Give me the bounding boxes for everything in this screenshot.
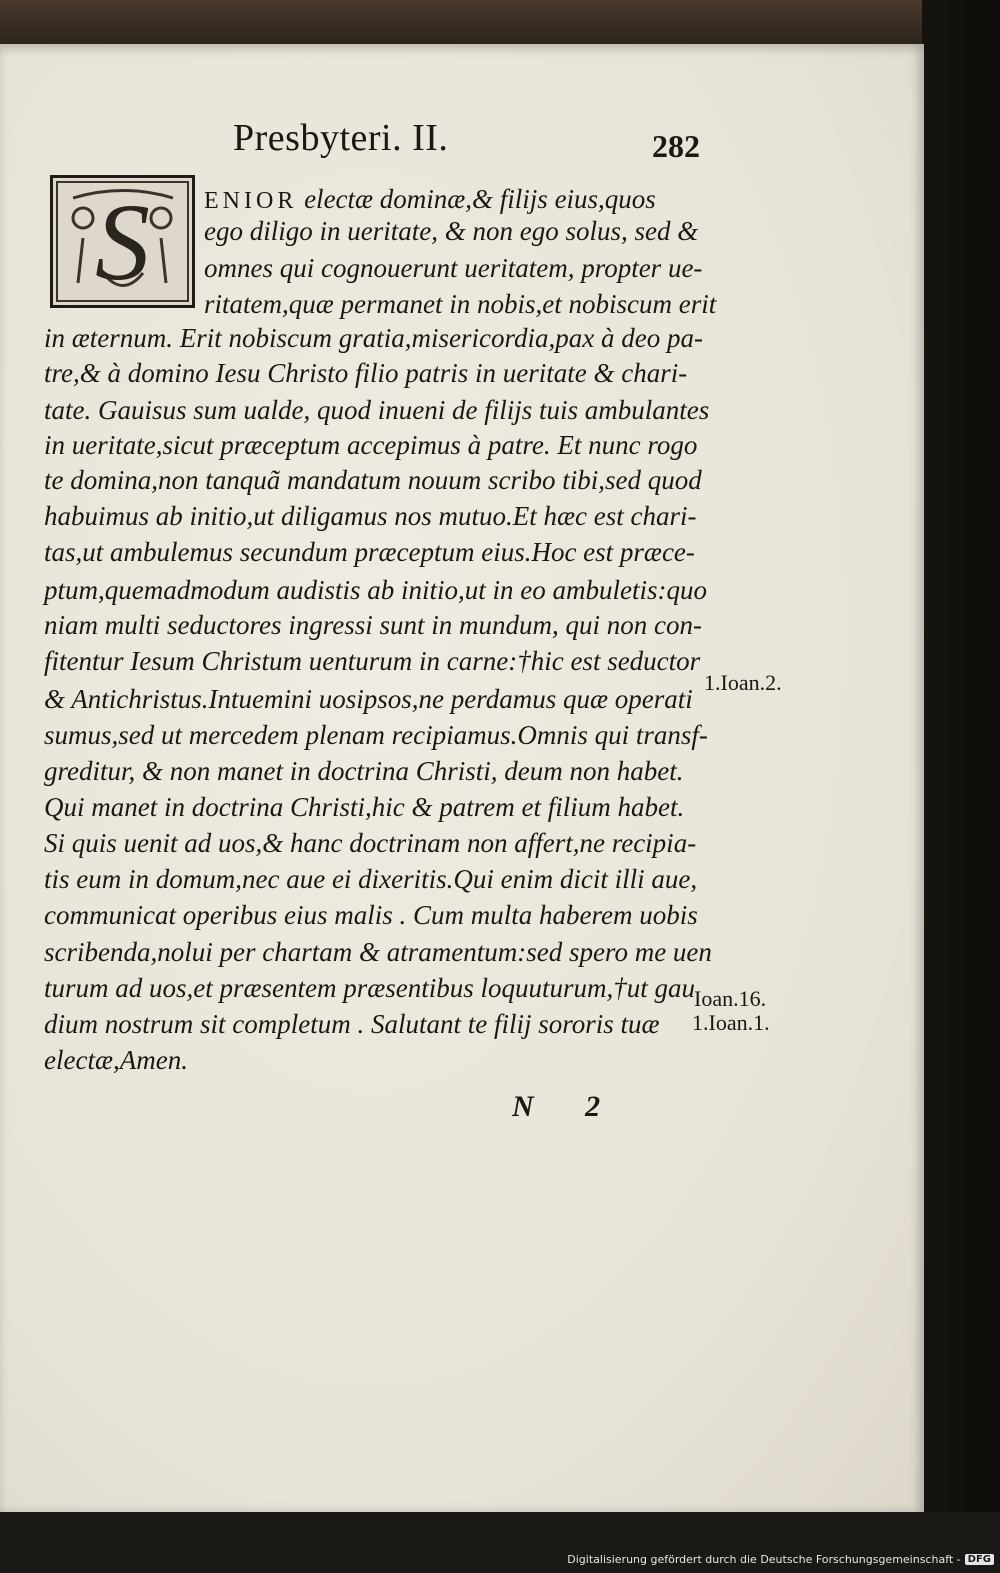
text-line: dium nostrum sit completum . Salutant te filij sororis tuæ bbox=[44, 1009, 660, 1039]
text-line: tate. Gauisus sum ualde, quod inueni de filijs tuis ambulantes bbox=[44, 395, 710, 425]
text-line: ego diligo in ueritate, & non ego solus, sed & bbox=[204, 216, 699, 246]
text-line: Qui manet in doctrina Christi,hic & patrem et filium habet. bbox=[44, 792, 685, 822]
text-line: communicat operibus eius malis . Cum multa haberem uobis bbox=[44, 900, 698, 930]
first-line bbox=[204, 186, 656, 213]
text-line: omnes qui cognouerunt ueritatem, propter ue- bbox=[204, 253, 703, 283]
margin-note: 1.Ioan.1. bbox=[692, 1010, 770, 1035]
text-line: greditur, & non manet in doctrina Christi, deum non habet. bbox=[44, 756, 684, 786]
running-head: Presbyteri. II. bbox=[233, 117, 449, 159]
credit-text: Digitalisierung gefördert durch die Deutsche Forschungsgemeinschaft - bbox=[567, 1553, 961, 1566]
text-line: in ueritate,sicut præceptum accepimus à patre. Et nunc rogo bbox=[44, 430, 698, 460]
text-line: ptum,quemadmodum audistis ab initio,ut in eo ambuletis:quo bbox=[44, 575, 707, 605]
text-line: & Antichristus.Intuemini uosipsos,ne perdamus quæ operati bbox=[44, 684, 693, 714]
book-spine-edge bbox=[0, 0, 1000, 44]
text-line: tre,& à domino Iesu Christo filio patris in ueritate & chari- bbox=[44, 358, 688, 388]
text-line: scribenda,nolui per chartam & atramentum:sed spero me uen bbox=[44, 937, 712, 967]
text-line: in æternum. Erit nobiscum gratia,misericordia,pax à deo pa- bbox=[44, 323, 703, 353]
digitization-credit bbox=[567, 1553, 994, 1566]
initial-letter: S bbox=[95, 180, 150, 303]
text-line: fitentur Iesum Christum uenturum in carne:†hic est seductor bbox=[44, 646, 701, 676]
text-line: Si quis uenit ad uos,& hanc doctrinam non affert,ne recipia- bbox=[44, 828, 697, 858]
first-word: ENIOR bbox=[204, 188, 298, 214]
first-line-text: electæ dominæ,& filijs eius,quos bbox=[304, 184, 656, 214]
page-number: 282 bbox=[652, 128, 700, 164]
dfg-logo: DFG bbox=[965, 1554, 994, 1565]
text-line: niam multi seductores ingressi sunt in mundum, qui non con- bbox=[44, 610, 702, 640]
text-line: habuimus ab initio,ut diligamus nos mutuo.Et hæc est chari- bbox=[44, 501, 697, 531]
margin-note: Ioan.16. bbox=[694, 986, 767, 1011]
signature-mark: N 2 bbox=[512, 1090, 623, 1123]
margin-note: 1.Ioan.2. bbox=[704, 670, 782, 695]
decorated-initial bbox=[50, 175, 195, 308]
book-right-edge bbox=[922, 0, 1000, 1573]
text-line: te domina,non tanquã mandatum nouum scribo tibi,sed quod bbox=[44, 465, 702, 495]
text-line: sumus,sed ut mercedem plenam recipiamus.Omnis qui transf- bbox=[44, 720, 708, 750]
text-line: tis eum in domum,nec aue ei dixeritis.Qui enim dicit illi aue, bbox=[44, 864, 698, 894]
text-line: electæ,Amen. bbox=[44, 1045, 188, 1075]
text-line: ritatem,quæ permanet in nobis,et nobiscum erit bbox=[204, 289, 717, 319]
text-line: turum ad uos,et præsentem præsentibus loquuturum,†ut gau bbox=[44, 973, 696, 1003]
text-line: tas,ut ambulemus secundum præceptum eius.Hoc est præce- bbox=[44, 537, 695, 567]
